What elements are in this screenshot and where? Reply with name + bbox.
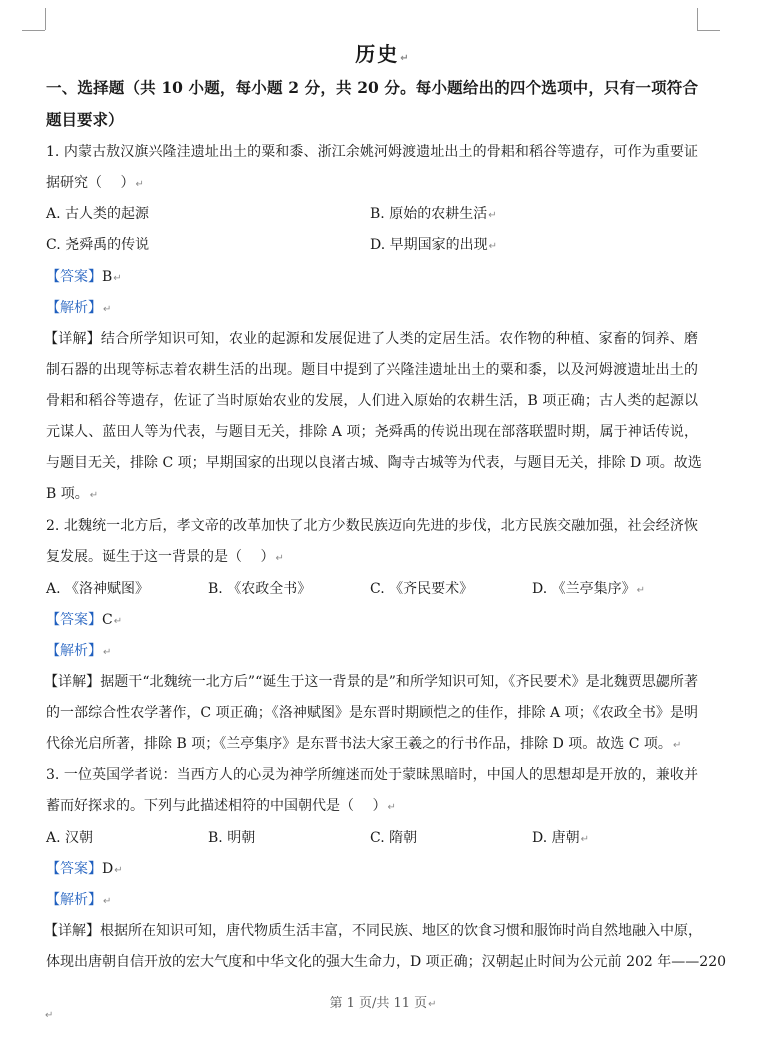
page-number: 第 1 页/共 11 页 <box>329 996 428 1011</box>
q1-option-c: C. 尧舜禹的传说 <box>46 237 150 253</box>
q3-option-a: A. 汉朝 <box>46 830 94 846</box>
paragraph-mark-icon: ↵ <box>400 53 411 64</box>
crop-mark-top-left-horizontal <box>22 30 45 31</box>
analysis-tag: 【解析】 <box>46 300 102 316</box>
analysis-tag: 【解析】 <box>46 643 102 659</box>
q1-option-a: A. 古人类的起源 <box>46 206 150 222</box>
detail-tag: 【详解】 <box>44 923 100 939</box>
q3-answer: 【答案】D↵ <box>46 861 123 877</box>
q1-detail-line-6: B 项。↵ <box>46 486 99 502</box>
page-title: 历史↵ <box>355 42 411 66</box>
q1-stem-line-2: 据研究（ ）↵ <box>46 175 144 191</box>
q1-detail-line-1: 【详解】结合所学知识可知，农业的起源和发展促进了人类的定居生活。农作物的种植、家畜的饲养、磨 <box>44 331 698 347</box>
q3-detail-line-1: 【详解】根据所在知识可知，唐代物质生活丰富，不同民族、地区的饮食习惯和服饰时尚自然地融入中原， <box>44 923 702 939</box>
q1-detail-line-2: 制石器的出现等标志着农耕生活的出现。题目中提到了兴隆洼遗址出土的粟和黍，以及河姆渡遗址出土的 <box>46 362 698 378</box>
section-heading-line-2: 题目要求） <box>46 110 124 129</box>
q1-detail-line-3: 骨耜和稻谷等遗存，佐证了当时原始农业的发展，人们进入原始的农耕生活，B 项正确；古人类的起源以 <box>46 393 698 409</box>
q2-answer: 【答案】C↵ <box>46 612 123 628</box>
q3-option-c: C. 隋朝 <box>370 830 418 846</box>
crop-mark-top-right <box>697 8 698 30</box>
q1-option-d: D. 早期国家的出现↵ <box>370 237 498 253</box>
q2-stem-line-2: 复发展。诞生于这一背景的是（ ）↵ <box>46 549 284 565</box>
q2-analysis: 【解析】↵ <box>46 643 112 659</box>
q3-stem-line-2: 蓄而好探求的。下列与此描述相符的中国朝代是（ ）↵ <box>46 798 396 814</box>
q1-analysis: 【解析】↵ <box>46 300 112 316</box>
detail-tag: 【详解】 <box>44 674 101 690</box>
q2-stem-line-1: 2. 北魏统一北方后，孝文帝的改革加快了北方少数民族迈向先进的步伐，北方民族交融加强，社会经济恢 <box>46 518 698 534</box>
q2-option-a: A. 《洛神赋图》 <box>46 581 150 597</box>
page-footer: 第 1 页/共 11 页↵ <box>329 996 437 1011</box>
crop-mark-top-left <box>45 8 46 30</box>
q1-answer: 【答案】B↵ <box>46 269 122 285</box>
q2-option-b: B. 《农政全书》 <box>208 581 312 597</box>
end-paragraph-mark-icon: ↵ <box>45 1010 54 1021</box>
q1-detail-line-5: 与题目无关，排除 C 项；早期国家的出现以良渚古城、陶寺古城等为代表，与题目无关，排除 D 项。故选 <box>46 455 702 471</box>
q3-stem-line-1: 3. 一位英国学者说：当西方人的心灵为神学所缠迷而处于蒙昧黑暗时，中国人的思想却是开放的，兼收并 <box>46 767 698 783</box>
q2-detail-line-1: 【详解】据题干“北魏统一北方后”“诞生于这一背景的是”和所学知识可知，《齐民要术》是北魏贾思勰所著 <box>44 674 698 690</box>
q3-analysis: 【解析】↵ <box>46 892 112 908</box>
answer-tag: 【答案】 <box>46 861 102 877</box>
answer-tag: 【答案】 <box>46 269 102 285</box>
q2-detail-line-3: 代徐光启所著，排除 B 项；《兰亭集序》是东晋书法大家王羲之的行书作品，排除 D 项。故选 C 项。↵ <box>46 736 682 752</box>
q2-detail-line-2: 的一部综合性农学著作，C 项正确；《洛神赋图》是东晋时期顾恺之的佳作，排除 A 项；《农政全书》是明 <box>46 705 698 721</box>
q1-detail-line-4: 元谋人、蓝田人等为代表，与题目无关，排除 A 项；尧舜禹的传说出现在部落联盟时期，属于神话传说， <box>46 424 698 440</box>
q1-option-b: B. 原始的农耕生活↵ <box>370 206 497 222</box>
answer-tag: 【答案】 <box>46 612 102 628</box>
q3-option-d: D. 唐朝↵ <box>532 830 590 846</box>
detail-tag: 【详解】 <box>44 331 101 347</box>
q2-option-c: C. 《齐民要术》 <box>370 581 474 597</box>
section-heading-line-1: 一、选择题（共 10 小题，每小题 2 分，共 20 分。每小题给出的四个选项中，只有一项符合 <box>46 78 698 97</box>
q2-option-d: D. 《兰亭集序》↵ <box>532 581 646 597</box>
crop-mark-top-right-horizontal <box>697 30 720 31</box>
q3-option-b: B. 明朝 <box>208 830 256 846</box>
q1-stem-line-1: 1. 内蒙古敖汉旗兴隆洼遗址出土的粟和黍、浙江余姚河姆渡遗址出土的骨耜和稻谷等遗存，可作为重要证 <box>46 144 698 160</box>
analysis-tag: 【解析】 <box>46 892 102 908</box>
q3-detail-line-2: 体现出唐朝自信开放的宏大气度和中华文化的强大生命力，D 项正确；汉朝起止时间为公元前 202 年——220 <box>46 954 727 970</box>
